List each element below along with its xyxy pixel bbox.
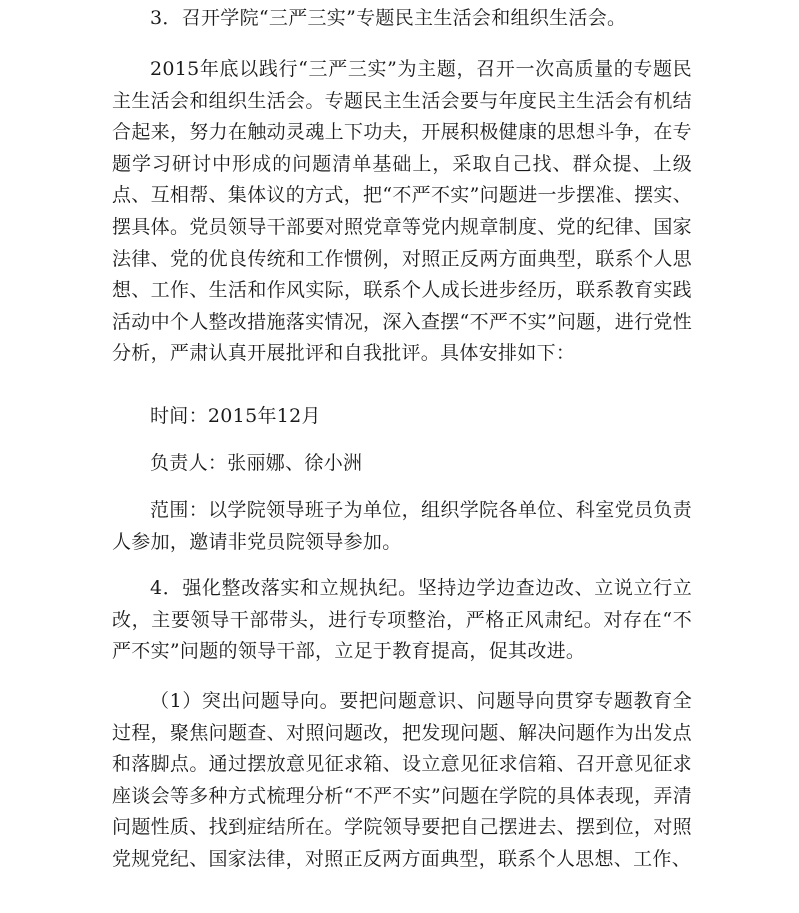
paragraph-item-1-problem-orientation: （1）突出问题导向。要把问题意识、问题导向贯穿专题教育全过程，聚焦问题查、对照问题改，把发现问题、解决问题作为出发点和落脚点。通过摆放意见征求箱、设立意见征求信箱、召开意见征求座谈会等多种方式梳理分析“不严不实”问题在学院的具体表现，弄清问题性质、找到症结所在。学院领导要把自己摆进去、摆到位，对照党规党纪、国家法律，对照正反两方面典型，联系个人思想、工作、 [112,690,692,870]
paragraph-section-4-heading: 4．强化整改落实和立规执纪。坚持边学边查边改、立说立行立改，主要领导干部带头，进行专项整治，严格正风肃纪。对存在“不严不实”问题的领导干部，立足于教育提高，促其改进。 [112,577,692,663]
paragraph-section-3-heading: 3．召开学院“三严三实”专题民主生活会和组织生活会。 [150,7,627,29]
paragraph-responsible: 负责人：张丽娜、徐小洲 [150,452,363,474]
paragraph-scope: 范围：以学院领导班子为单位，组织学院各单位、科室党员负责人参加，邀请非党员院领导参加。 [112,499,692,553]
paragraph-meeting-description: 2015年底以践行“三严三实”为主题，召开一次高质量的专题民主生活会和组织生活会。专题民主生活会要与年度民主生活会有机结合起来，努力在触动灵魂上下功夫，开展积极健康的思想斗争，在专题学习研讨中形成的问题清单基础上，采取自己找、群众提、上级点、互相帮、集体议的方式，把“不严不实”问题进一步摆准、摆实、摆具体。党员领导干部要对照党章等党内规章制度、党的纪律、国家法律、党的优良传统和工作惯例，对照正反两方面典型，联系个人思想、工作、生活和作风实际，联系个人成长进步经历，联系教育实践活动中个人整改措施落实情况，深入查摆“不严不实”问题，进行党性分析，严肃认真开展批评和自我批评。具体安排如下： [112,58,692,365]
paragraph-time: 时间：2015年12月 [150,405,321,427]
